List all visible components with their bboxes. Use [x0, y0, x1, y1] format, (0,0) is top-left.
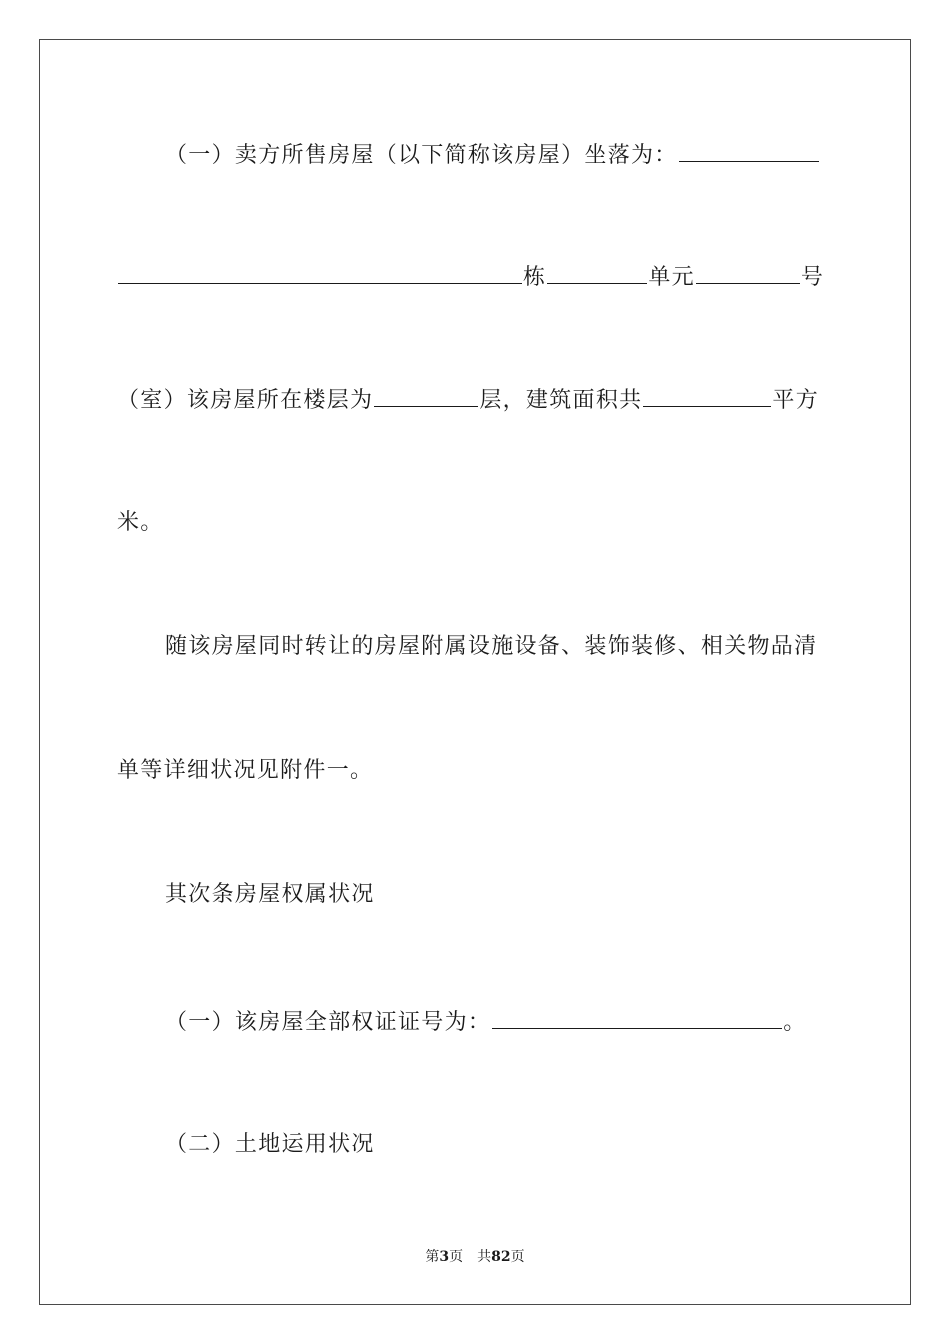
unit-label: 单元 — [648, 265, 695, 290]
floor-label: （室）该房屋所在楼层为 — [117, 388, 374, 413]
area-blank-field — [643, 384, 771, 407]
floor-area-line — [117, 384, 819, 416]
certificate-number-blank-field — [492, 1006, 782, 1029]
page-footer — [0, 1246, 950, 1266]
footer-page-prefix: 第 — [425, 1249, 440, 1265]
footer-page-suffix: 页 — [449, 1249, 464, 1265]
address-blank-field — [118, 261, 522, 284]
building-label: 栋 — [523, 265, 547, 290]
building-blank-field — [547, 261, 647, 284]
location-blank-field — [679, 139, 819, 162]
land-use-heading-text: （二）土地运用状况 — [165, 1132, 375, 1157]
building-unit-line — [117, 261, 824, 293]
land-use-heading — [165, 1130, 375, 1160]
clause-1-location-line — [165, 139, 820, 171]
footer-total-suffix: 页 — [510, 1249, 525, 1265]
square-meter-line — [117, 508, 164, 538]
square-meter-text: 米。 — [117, 510, 164, 535]
unit-blank-field — [696, 261, 800, 284]
floor-blank-field — [374, 384, 478, 407]
appendix-reference-line — [117, 756, 373, 786]
article-2-heading — [165, 880, 375, 910]
area-label: 层，建筑面积共 — [479, 388, 643, 413]
footer-total-number: 82 — [491, 1249, 511, 1265]
appendix-reference-text: 单等详细状况见附件一。 — [117, 758, 374, 783]
attached-facilities-text: 随该房屋同时转让的房屋附属设施设备、装饰装修、相关物品清 — [165, 634, 818, 659]
footer-total-prefix: 共 — [477, 1249, 492, 1265]
number-label: 号 — [800, 265, 825, 290]
page-border — [39, 39, 911, 1305]
article-2-heading-text: 其次条房屋权属状况 — [165, 882, 375, 907]
certificate-period: 。 — [783, 1010, 807, 1035]
attached-facilities-line — [165, 632, 817, 662]
square-label: 平方 — [772, 388, 820, 413]
certificate-number-label: （一）该房屋全部权证证号为： — [165, 1010, 492, 1035]
certificate-number-line — [165, 1006, 807, 1038]
clause-1-location-text: （一）卖方所售房屋（以下简称该房屋）坐落为： — [165, 143, 678, 168]
footer-page-number: 3 — [439, 1249, 450, 1265]
